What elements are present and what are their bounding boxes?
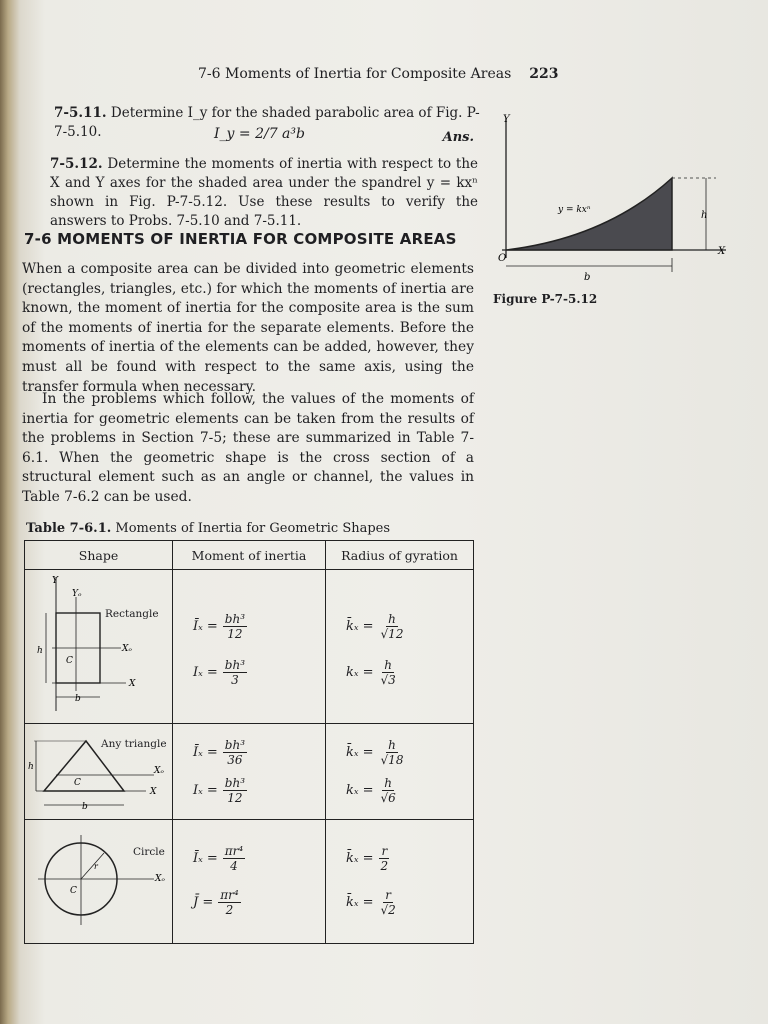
lhs: k̄ₓ =	[346, 619, 374, 634]
lhs: k̄ₓ =	[346, 851, 374, 866]
header-moment: Moment of inertia	[173, 541, 326, 570]
lhs: Īₓ =	[193, 619, 218, 634]
numerator: h	[388, 738, 396, 752]
denominator: √6	[380, 791, 396, 805]
page-number: 223	[529, 66, 559, 82]
denominator: 12	[227, 627, 243, 641]
centroidal-moment	[193, 844, 245, 873]
body-paragraph-2: In the problems which follow, the values of the moments of inertia for geometric elements can be taken from the results of the problems in Section 7-5; these are summarized in Table 7-6.1. When the geometric shape is the cross section of a structural element such as an angle or channel, the values in Table 7-6.2 can be used.	[22, 391, 474, 505]
denominator: √3	[380, 673, 396, 687]
header-shape: Shape	[25, 541, 173, 570]
numerator: r	[381, 844, 388, 858]
centroidal-radius	[346, 738, 405, 767]
numerator: h	[384, 658, 393, 672]
denominator: 2	[380, 859, 389, 873]
header-radius: Radius of gyration	[326, 541, 474, 570]
shape-cell	[25, 724, 173, 820]
denominator: 12	[227, 791, 243, 805]
base-moment	[193, 658, 247, 687]
b-label: b	[82, 802, 88, 812]
table-title: Moments of Inertia for Geometric Shapes	[115, 521, 391, 536]
problem-text: Determine I_y for the shaded parabolic area of Fig. P-7-5.10.	[54, 105, 480, 140]
shape-cell	[25, 570, 173, 724]
figure-caption: Figure P-7-5.12	[493, 292, 598, 306]
base-radius	[346, 776, 398, 805]
numerator: h	[384, 776, 393, 790]
moment-cell	[173, 724, 326, 820]
r-label: r	[94, 862, 98, 871]
problem-number: 7-5.12.	[50, 156, 103, 172]
answer-equation: I_y = 2/7 a³b	[214, 126, 305, 142]
denominator: √2	[380, 903, 396, 917]
centroidal-radius	[346, 612, 405, 641]
lhs: Iₓ =	[193, 783, 218, 798]
b-label: b	[75, 694, 81, 704]
polar-moment	[193, 888, 241, 917]
h-label: h	[37, 646, 43, 656]
shape-name: Rectangle	[105, 608, 159, 620]
numerator: πr⁴	[224, 844, 244, 858]
moments-of-inertia-table	[24, 540, 474, 944]
x-label: X	[150, 787, 157, 797]
centroid-label: C	[70, 886, 77, 896]
lhs: Īₓ =	[193, 745, 218, 760]
radius-cell	[326, 820, 474, 944]
centroidal-radius	[346, 844, 390, 873]
polar-radius	[346, 888, 398, 917]
radius-cell	[326, 570, 474, 724]
base-moment	[193, 776, 247, 805]
lhs: kₓ =	[346, 783, 374, 798]
lhs: k̄ₓ =	[346, 895, 374, 910]
spandrel-figure	[486, 108, 746, 288]
lhs: Īₓ =	[193, 851, 218, 866]
table-header-row	[25, 541, 474, 570]
h-label: h	[28, 762, 34, 772]
problem-text: Determine the moments of inertia with respect to the X and Y axes for the shaded area under the spandrel y = kxⁿ shown in Fig. P-7-5.12. Use these results to verify the answers to Probs. 7-5.10 and 7-5.11.	[50, 156, 479, 229]
xo-label: Xₒ	[154, 766, 164, 776]
lhs: kₓ =	[346, 665, 374, 680]
running-header	[198, 66, 559, 82]
denominator: √18	[380, 753, 404, 767]
height-label: h	[701, 210, 708, 221]
section-heading: 7-6 MOMENTS OF INERTIA FOR COMPOSITE AREAS	[24, 230, 457, 248]
y-axis-label: Y	[503, 114, 510, 125]
body-paragraph-1: When a composite area can be divided into geometric elements (rectangles, triangles, etc.) for which the moments of inertia are known, the moment of inertia for the composite area is the sum of the moments of inertia for the separate elements. Before the moments of inertia of the elements can be added, however, they must all be found with respect to the same axis, using the transfer formula when necessary.	[22, 261, 474, 395]
numerator: bh³	[224, 658, 246, 672]
problem-7-5-12	[50, 155, 478, 231]
width-label: b	[584, 272, 591, 283]
x-axis-label: X	[718, 246, 726, 257]
yo-label: Yₒ	[72, 589, 82, 599]
centroidal-moment	[193, 738, 247, 767]
numerator: h	[388, 612, 396, 626]
lhs: Iₓ =	[193, 665, 218, 680]
x-label: X	[129, 679, 136, 689]
xo-label: Xₒ	[122, 644, 132, 654]
origin-label: O	[498, 253, 507, 264]
lhs: J̄ =	[193, 895, 214, 910]
moment-cell	[173, 570, 326, 724]
shape-name: Circle	[133, 846, 165, 858]
y-label: Y	[52, 576, 58, 586]
centroidal-moment	[193, 612, 247, 641]
xo-label: Xₒ	[155, 874, 165, 884]
centroid-label: C	[66, 656, 73, 666]
table-row-triangle	[25, 724, 474, 820]
rectangle-diagram	[26, 571, 171, 719]
shape-name: Any triangle	[101, 738, 167, 750]
denominator: 2	[225, 903, 234, 917]
moment-cell	[173, 820, 326, 944]
radius-line	[81, 853, 104, 879]
denominator: 4	[230, 859, 238, 873]
numerator: πr⁴	[220, 888, 239, 902]
numerator: r	[385, 888, 392, 902]
centroid-label: C	[74, 778, 81, 788]
running-title: 7-6 Moments of Inertia for Composite Areas	[198, 66, 512, 82]
table-caption	[26, 521, 390, 536]
table-row-rectangle	[25, 570, 474, 724]
shape-cell	[25, 820, 173, 944]
numerator: bh³	[224, 738, 246, 752]
problem-answer	[214, 126, 474, 145]
denominator: √12	[380, 627, 404, 641]
denominator: 36	[227, 753, 243, 767]
lhs: k̄ₓ =	[346, 745, 374, 760]
radius-cell	[326, 724, 474, 820]
numerator: bh³	[224, 612, 246, 626]
table-row-circle	[25, 820, 474, 944]
numerator: bh³	[224, 776, 246, 790]
circle-diagram	[26, 821, 171, 939]
answer-label: Ans.	[442, 130, 474, 145]
denominator: 3	[231, 673, 239, 687]
base-radius	[346, 658, 398, 687]
table-number: Table 7-6.1.	[26, 521, 112, 536]
problem-number: 7-5.11.	[54, 105, 107, 121]
curve-label: y = kxⁿ	[558, 205, 591, 215]
